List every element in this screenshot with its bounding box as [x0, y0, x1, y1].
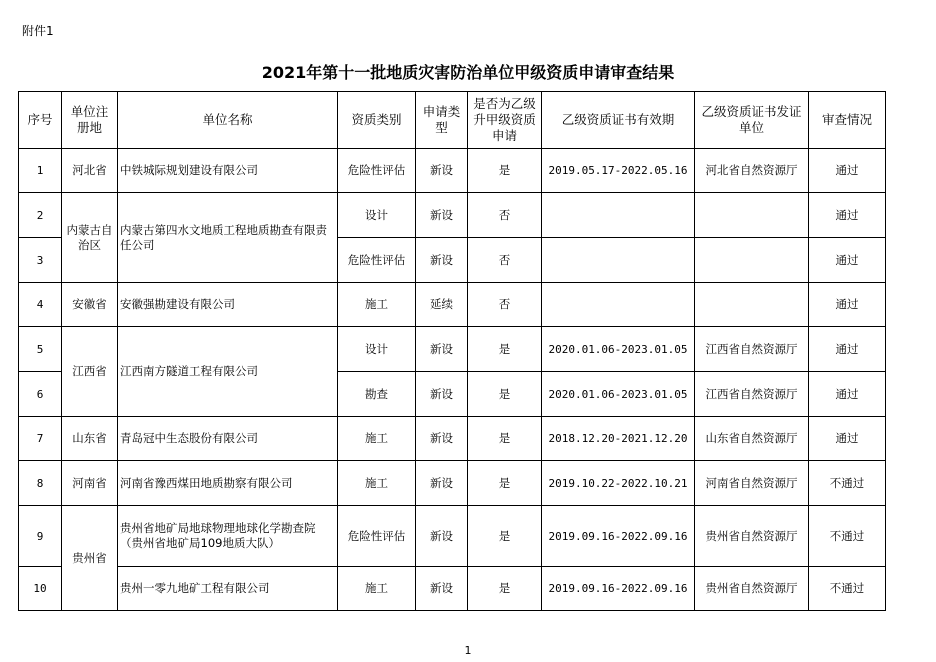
cell-seq: 7 [19, 417, 62, 461]
cell-apply-type: 新设 [416, 372, 468, 417]
cell-validity [542, 238, 695, 283]
cell-seq: 1 [19, 149, 62, 193]
cell-result: 通过 [809, 283, 886, 327]
cell-result: 通过 [809, 372, 886, 417]
cell-qual-type: 危险性评估 [338, 149, 416, 193]
cell-validity: 2020.01.06-2023.01.05 [542, 327, 695, 372]
cell-qual-type: 设计 [338, 327, 416, 372]
cell-company: 贵州一零九地矿工程有限公司 [118, 567, 338, 611]
header-validity: 乙级资质证书有效期 [542, 92, 695, 149]
cell-is-upgrade: 是 [468, 506, 542, 567]
cell-seq: 4 [19, 283, 62, 327]
table-row [19, 149, 886, 193]
cell-result: 通过 [809, 417, 886, 461]
cell-is-upgrade: 是 [468, 567, 542, 611]
cell-seq: 3 [19, 238, 62, 283]
cell-issuer: 贵州省自然资源厅 [695, 567, 809, 611]
cell-validity [542, 283, 695, 327]
table-row [19, 461, 886, 506]
header-issuer: 乙级资质证书发证单位 [695, 92, 809, 149]
cell-result: 通过 [809, 238, 886, 283]
cell-company: 河南省豫西煤田地质勘察有限公司 [118, 461, 338, 506]
cell-is-upgrade: 是 [468, 372, 542, 417]
cell-issuer: 河北省自然资源厅 [695, 149, 809, 193]
cell-result: 通过 [809, 327, 886, 372]
cell-issuer [695, 238, 809, 283]
cell-qual-type: 施工 [338, 417, 416, 461]
table-row [19, 506, 886, 567]
cell-apply-type: 新设 [416, 506, 468, 567]
cell-company: 安徽强勘建设有限公司 [118, 283, 338, 327]
cell-validity: 2020.01.06-2023.01.05 [542, 372, 695, 417]
cell-region: 河北省 [62, 149, 118, 193]
header-company: 单位名称 [118, 92, 338, 149]
cell-apply-type: 新设 [416, 193, 468, 238]
header-apply-type: 申请类型 [416, 92, 468, 149]
cell-qual-type: 危险性评估 [338, 506, 416, 567]
cell-issuer: 贵州省自然资源厅 [695, 506, 809, 567]
cell-apply-type: 新设 [416, 417, 468, 461]
cell-company: 内蒙古第四水文地质工程地质勘查有限责任公司 [118, 193, 338, 283]
cell-seq: 8 [19, 461, 62, 506]
cell-is-upgrade: 是 [468, 327, 542, 372]
cell-issuer: 江西省自然资源厅 [695, 372, 809, 417]
table-row [19, 327, 886, 372]
cell-region: 内蒙古自治区 [62, 193, 118, 283]
cell-is-upgrade: 是 [468, 461, 542, 506]
cell-is-upgrade: 否 [468, 238, 542, 283]
cell-company: 青岛冠中生态股份有限公司 [118, 417, 338, 461]
cell-issuer [695, 193, 809, 238]
header-is-upgrade: 是否为乙级升甲级资质申请 [468, 92, 542, 149]
cell-company: 贵州省地矿局地球物理地球化学勘查院（贵州省地矿局109地质大队） [118, 506, 338, 567]
cell-seq: 5 [19, 327, 62, 372]
cell-apply-type: 新设 [416, 327, 468, 372]
cell-issuer [695, 283, 809, 327]
cell-is-upgrade: 是 [468, 417, 542, 461]
cell-qual-type: 勘查 [338, 372, 416, 417]
cell-issuer: 山东省自然资源厅 [695, 417, 809, 461]
cell-is-upgrade: 是 [468, 149, 542, 193]
results-table [18, 91, 886, 611]
cell-validity: 2019.09.16-2022.09.16 [542, 567, 695, 611]
header-qual-type: 资质类别 [338, 92, 416, 149]
cell-region: 江西省 [62, 327, 118, 417]
cell-region: 安徽省 [62, 283, 118, 327]
cell-seq: 6 [19, 372, 62, 417]
cell-seq: 10 [19, 567, 62, 611]
cell-result: 不通过 [809, 461, 886, 506]
cell-qual-type: 设计 [338, 193, 416, 238]
cell-apply-type: 延续 [416, 283, 468, 327]
table-row [19, 567, 886, 611]
cell-result: 不通过 [809, 506, 886, 567]
table-row [19, 283, 886, 327]
cell-apply-type: 新设 [416, 238, 468, 283]
cell-validity: 2019.09.16-2022.09.16 [542, 506, 695, 567]
cell-qual-type: 施工 [338, 567, 416, 611]
cell-qual-type: 危险性评估 [338, 238, 416, 283]
header-region: 单位注册地 [62, 92, 118, 149]
cell-validity [542, 193, 695, 238]
cell-validity: 2018.12.20-2021.12.20 [542, 417, 695, 461]
cell-seq: 2 [19, 193, 62, 238]
cell-result: 不通过 [809, 567, 886, 611]
cell-region: 山东省 [62, 417, 118, 461]
cell-seq: 9 [19, 506, 62, 567]
cell-apply-type: 新设 [416, 567, 468, 611]
cell-qual-type: 施工 [338, 283, 416, 327]
cell-issuer: 江西省自然资源厅 [695, 327, 809, 372]
page-number: 1 [464, 644, 472, 657]
cell-result: 通过 [809, 149, 886, 193]
attachment-label: 附件1 [22, 24, 54, 38]
cell-validity: 2019.05.17-2022.05.16 [542, 149, 695, 193]
cell-apply-type: 新设 [416, 461, 468, 506]
table-row [19, 417, 886, 461]
table-row [19, 193, 886, 238]
header-result: 审查情况 [809, 92, 886, 149]
header-row [19, 92, 886, 149]
cell-qual-type: 施工 [338, 461, 416, 506]
cell-is-upgrade: 否 [468, 283, 542, 327]
cell-issuer: 河南省自然资源厅 [695, 461, 809, 506]
document-title: 2021年第十一批地质灾害防治单位甲级资质申请审查结果 [261, 63, 675, 82]
cell-result: 通过 [809, 193, 886, 238]
cell-company: 中铁城际规划建设有限公司 [118, 149, 338, 193]
cell-is-upgrade: 否 [468, 193, 542, 238]
cell-company: 江西南方隧道工程有限公司 [118, 327, 338, 417]
cell-region: 河南省 [62, 461, 118, 506]
header-seq: 序号 [19, 92, 62, 149]
cell-region: 贵州省 [62, 506, 118, 611]
cell-validity: 2019.10.22-2022.10.21 [542, 461, 695, 506]
cell-apply-type: 新设 [416, 149, 468, 193]
